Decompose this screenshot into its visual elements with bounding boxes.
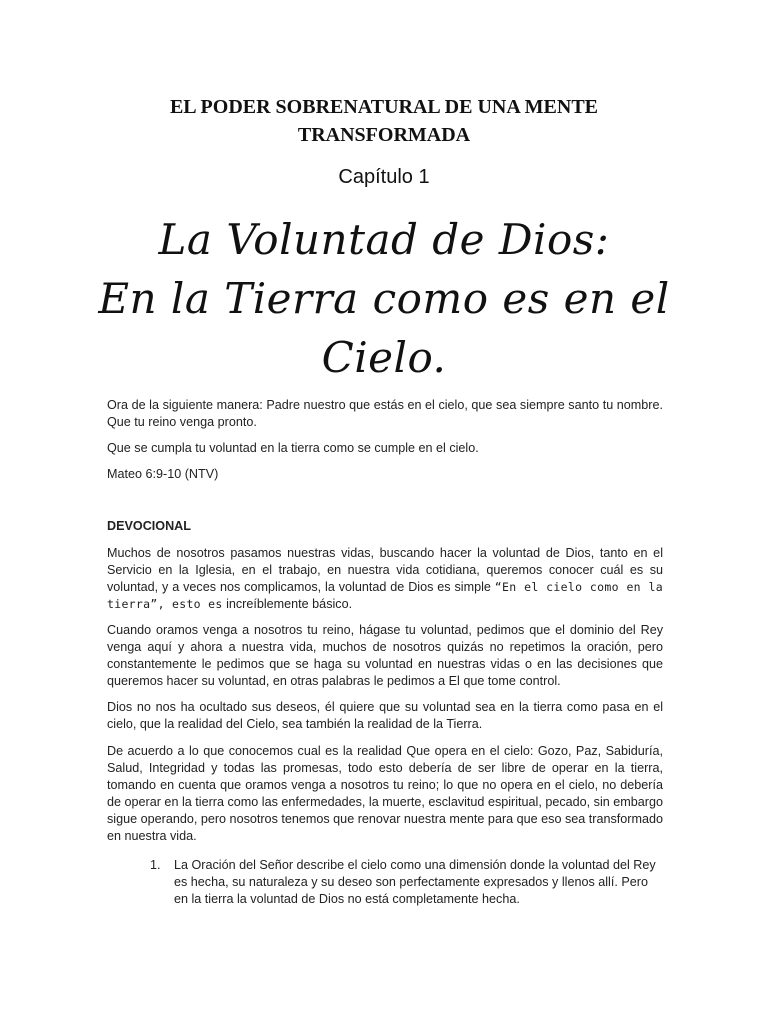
paragraph-2: Cuando oramos venga a nosotros tu reino, hágase tu voluntad, pedimos que el dominio del Rey venga aquí y ahora a nuestra vida, muchos de nosotros quizás no repetimos la oración, pero constantemente le pedimos que se haga su voluntad en nuestras vidas o en las decisiones que queremos hacer su voluntad, en otras palabras le pedimos a El que tome control. [107, 623, 663, 688]
document-title [100, 93, 668, 149]
chapter-label: Capítulo 1 [338, 166, 430, 188]
chapter-title-line-3: Cielo. [321, 333, 447, 382]
paragraph-1-text-c: increíblemente básico. [222, 597, 353, 611]
verse-line-block [107, 440, 663, 457]
paragraph-1 [107, 545, 663, 613]
paragraph-4: De acuerdo a lo que conocemos cual es la realidad Que opera en el cielo: Gozo, Paz, Sabiduría, Salud, Integridad y todas las promesas, todo esto debería de ser libre de operar en la tierra, tomando en cuenta que oramos venga a nosotros tu reino; lo que no opera en el cielo, no debería de operar en la tierra como las enfermedades, la muerte, esclavitud espiritual, pecado, sin embargo sigue operando, pero nosotros tenemos que renovar nuestra mente para que eso sea transformado en nuestra vida. [107, 744, 663, 843]
list-item [150, 857, 663, 908]
title-line-1: EL PODER SOBRENATURAL DE UNA MENTE [169, 96, 599, 118]
numbered-list [150, 857, 663, 908]
chapter-title-line-1: La Voluntad de Dios: [158, 215, 610, 264]
paragraph-3: Dios no nos ha ocultado sus deseos, él quiere que su voluntad sea en la tierra como pasa en el cielo, que la realidad del Cielo, sea también la realidad de la Tierra. [107, 700, 663, 731]
paragraph-1-block [107, 545, 663, 613]
title-line-2: TRANSFORMADA [297, 124, 471, 146]
list-item-number: 1. [150, 858, 161, 872]
devotional-heading-block [107, 518, 663, 535]
paragraph-2-block [107, 622, 663, 690]
devotional-heading: DEVOCIONAL [107, 519, 191, 533]
verse-block [107, 397, 663, 431]
paragraph-4-block [107, 743, 663, 845]
verse-paragraph-1: Ora de la siguiente manera: Padre nuestro que estás en el cielo, que sea siempre santo tu nombre. Que tu reino venga pronto. [107, 398, 663, 429]
paragraph-1-quote: “En el cielo como en la tierra”, esto es [107, 580, 663, 611]
chapter-title [80, 210, 688, 387]
paragraph-3-block [107, 699, 663, 733]
verse-reference-block [107, 466, 663, 483]
chapter-title-line-2: En la Tierra como es en el [98, 274, 670, 323]
verse-reference: Mateo 6:9-10 (NTV) [107, 467, 219, 481]
list-item-text: La Oración del Señor describe el cielo como una dimensión donde la voluntad del Rey es hecha, su naturaleza y su deseo son perfectamente expresados y llenos allí. Pero en la tierra la voluntad de Dios no está completamente hecha. [174, 858, 656, 906]
paragraph-1-text-a: Muchos de nosotros pasamos nuestras vidas, buscando hacer la voluntad de Dios, tanto en el Servicio en la Iglesia, en el trabajo, en nuestra vida cotidiana, queremos conocer cuál es su voluntad, y a veces nos complicamos, la voluntad de Dios es simple [107, 546, 663, 594]
verse-paragraph-2: Que se cumpla tu voluntad en la tierra como se cumple en el cielo. [107, 441, 479, 455]
